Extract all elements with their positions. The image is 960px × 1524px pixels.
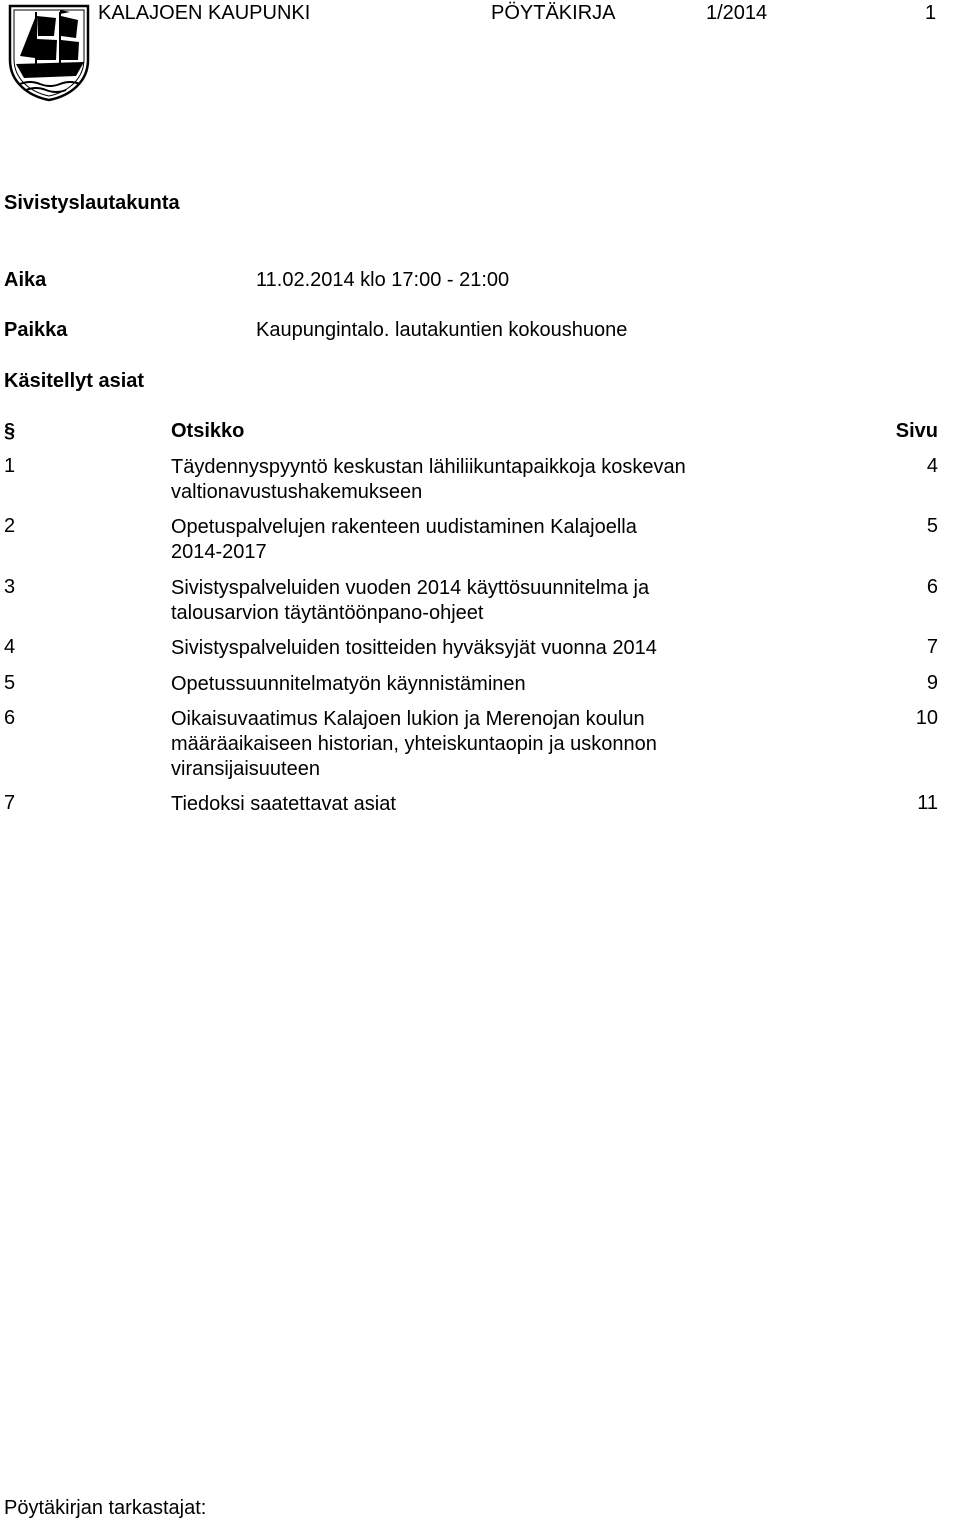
agenda-item-page: 10	[915, 707, 938, 729]
organization-name: KALAJOEN KAUPUNKI	[98, 2, 311, 24]
place-value: Kaupungintalo. lautakuntien kokoushuone	[256, 319, 628, 341]
agenda-item-page: 6	[926, 576, 938, 598]
agenda-row	[0, 515, 960, 565]
agenda-item-title-line: Sivistyspalveluiden tositteiden hyväksyjät vuonna 2014	[171, 637, 657, 659]
agenda-item-title-line: Opetussuunnitelmatyön käynnistäminen	[171, 673, 526, 695]
agenda-row	[0, 792, 960, 817]
agenda-item-number: 4	[4, 636, 16, 658]
agenda-item-title	[171, 707, 731, 782]
reviewers-label: Pöytäkirjan tarkastajat:	[4, 1497, 207, 1519]
committee-name: Sivistyslautakunta	[4, 192, 180, 214]
agenda-item-title	[171, 636, 731, 661]
column-page-header: Sivu	[895, 420, 938, 442]
agenda-item-title	[171, 672, 731, 697]
agenda-item-title-line: viransijaisuuteen	[171, 758, 320, 780]
agenda-row	[0, 672, 960, 697]
agenda-item-number: 5	[4, 672, 16, 694]
agenda-item-title-line: Oikaisuvaatimus Kalajoen lukion ja Merenojan koulun	[171, 708, 645, 730]
section-mark: §	[4, 420, 16, 442]
agenda-item-page: 5	[926, 515, 938, 537]
agenda-item-title	[171, 515, 731, 565]
agenda-item-number: 6	[4, 707, 16, 729]
agenda-heading: Käsitellyt asiat	[4, 370, 145, 392]
place-label: Paikka	[4, 319, 68, 341]
agenda-item-title	[171, 792, 731, 817]
agenda-item-title-line: 2014-2017	[171, 541, 267, 563]
agenda-item-title-line: Tiedoksi saatettavat asiat	[171, 793, 396, 815]
agenda-item-page: 7	[926, 636, 938, 658]
agenda-item-page: 11	[917, 792, 938, 814]
agenda-item-number: 1	[4, 455, 16, 477]
agenda-item-title-line: määräaikaiseen historian, yhteiskuntaopin ja uskonnon	[171, 733, 657, 755]
agenda-item-title-line: Täydennyspyyntö keskustan lähiliikuntapaikkoja koskevan	[171, 456, 686, 478]
document-type: PÖYTÄKIRJA	[491, 2, 616, 24]
agenda-item-title-line: Sivistyspalveluiden vuoden 2014 käyttösuunnitelma ja	[171, 577, 650, 599]
agenda-row	[0, 636, 960, 661]
agenda-item-number: 3	[4, 576, 16, 598]
agenda-item-number: 7	[4, 792, 16, 814]
agenda-item-title-line: Opetuspalvelujen rakenteen uudistaminen Kalajoella	[171, 516, 637, 538]
time-label: Aika	[4, 269, 47, 291]
column-title-header: Otsikko	[171, 420, 245, 442]
ship-crest-icon	[6, 2, 92, 102]
agenda-item-title-line: talousarvion täytäntöönpano-ohjeet	[171, 602, 484, 624]
agenda-row	[0, 576, 960, 626]
agenda-item-title-line: valtionavustushakemukseen	[171, 481, 423, 503]
document-number: 1/2014	[706, 2, 768, 24]
agenda-item-number: 2	[4, 515, 16, 537]
agenda-item-page: 9	[926, 672, 938, 694]
agenda-item-title	[171, 455, 731, 505]
page-number: 1	[925, 2, 937, 24]
agenda-item-title	[171, 576, 731, 626]
agenda-row	[0, 455, 960, 505]
time-value: 11.02.2014 klo 17:00 - 21:00	[256, 269, 510, 291]
agenda-row	[0, 707, 960, 782]
agenda-item-page: 4	[926, 455, 938, 477]
